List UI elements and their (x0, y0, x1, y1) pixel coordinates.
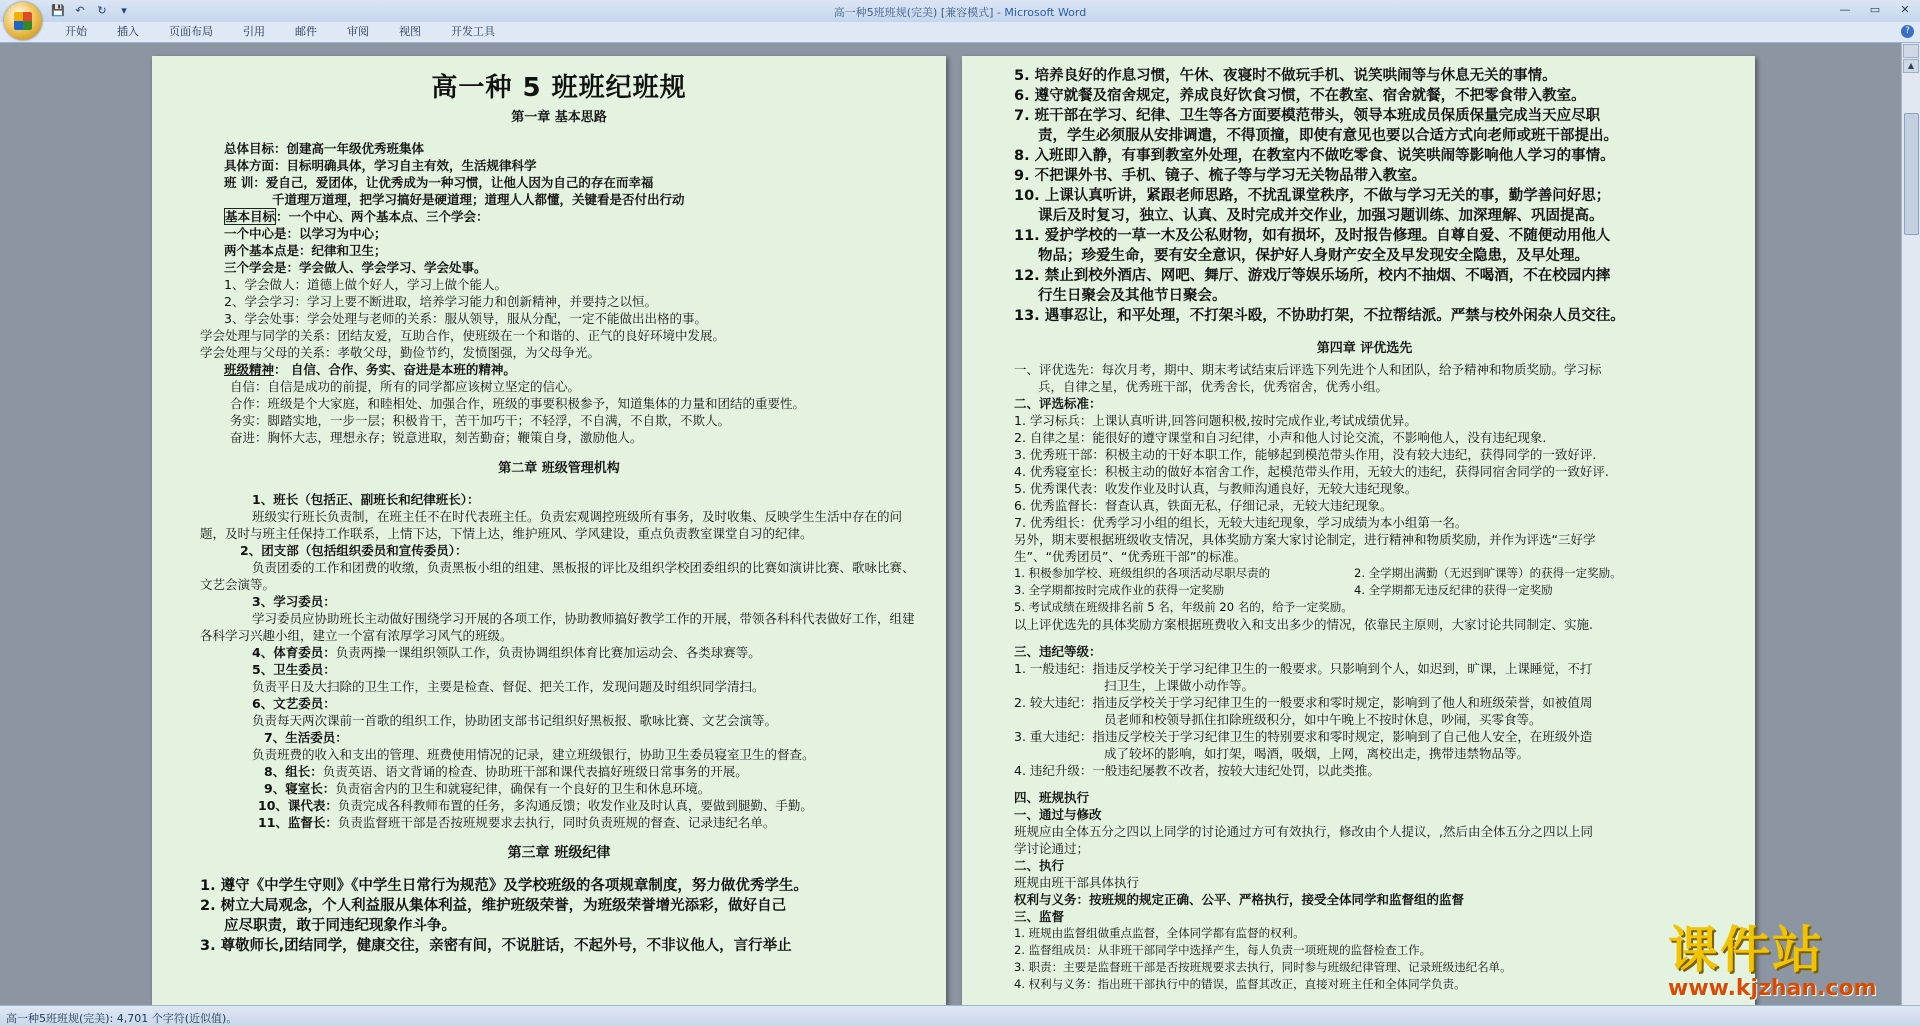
document-title: 高一种5班班规(完美) [兼容模式] - (833, 6, 1005, 19)
role-title: 2、团支部（包括组织委员和宣传委员）： (240, 543, 468, 558)
paragraph: 一、评优选先：每次月考，期中、期末考试结束后评选下列先进个人和团队，给予精神和物质奖励。学习标 (1014, 362, 1602, 377)
tab-insert[interactable]: 插入 (117, 25, 139, 38)
tab-home[interactable]: 开始 (65, 25, 87, 38)
tab-page-layout[interactable]: 页面布局 (169, 25, 213, 38)
office-button[interactable] (4, 2, 42, 40)
help-icon[interactable]: ? (1901, 25, 1914, 38)
maximize-button[interactable]: ▭ (1869, 3, 1881, 16)
paragraph: 另外，期末要根据班级收支情况，具体奖励方案大家讨论制定，进行精神和物质奖励，并作为评选“三好学 (1014, 532, 1596, 547)
role-title: 5、卫生委员： (252, 662, 336, 677)
paragraph (200, 644, 918, 661)
customize-qat-icon[interactable]: ▾ (121, 4, 127, 17)
rule-item: 11. 爱护学校的一草一木及公私财物，如有损坏，及时报告修理。自尊自爱、不随便动用他人 (1014, 228, 1611, 244)
rule-item: 课后及时复习，独立、认真、及时完成并交作业，加强习题训练、加深理解、巩固提高。 (1038, 208, 1604, 224)
section-heading: 二、评选标准： (1014, 396, 1102, 411)
paragraph: 负责每天两次课前一首歌的组织工作，协助团支部书记组织好黑板报、歌咏比赛、文艺会演等。 (252, 713, 778, 728)
paragraph: 千道理万道理，把学习搞好是硬道理；道理人人都懂，关键看是否付出行动 (272, 192, 685, 207)
paragraph-text: ： 自信、合作、务实、奋进是本班的精神。 (274, 362, 516, 377)
section-heading: 二、执行 (1014, 858, 1065, 873)
role-title: 10、课代表： (258, 798, 338, 813)
paragraph: 一个中心是：以学习为中心； (224, 226, 387, 241)
paragraph: 班规应由全体五分之四以上同学的讨论通过方可有效执行，修改由个人提议，,然后由全体五分之四以上同 (1014, 824, 1593, 839)
role-title: 8、组长： (264, 764, 323, 779)
window-controls (1830, 0, 1920, 20)
role-title: 3、学习委员： (252, 594, 336, 609)
document-workspace[interactable] (0, 43, 1920, 1005)
paragraph: 3. 职责：主要是监督班干部是否按班规要求去执行，同时参与班级纪律管理、记录班级违纪名单。 (1014, 960, 1512, 974)
paragraph: 负责班费的收入和支出的管理、班费使用情况的记录，建立班级银行，协助卫生委员寝室卫生的督查。 (252, 747, 815, 762)
tab-references[interactable]: 引用 (243, 25, 265, 38)
rule-item: 2. 树立大局观念，个人利益服从集体利益，维护班级荣誉，为班级荣誉增光添彩，做好自己 (200, 898, 787, 914)
paragraph-text: 4. 全学期都无违反纪律的获得一定奖励 (1354, 583, 1553, 597)
paragraph-text: 负责完成各科教师布置的任务，多沟通反馈；收发作业及时认真，要做到腿勤、手勤。 (337, 798, 813, 813)
paragraph: 班规由班干部具体执行 (1014, 875, 1140, 890)
vertical-scrollbar[interactable] (1901, 43, 1920, 1005)
rule-item: 10. 上课认真听讲，紧跟老师思路，不扰乱课堂秩序，不做与学习无关的事，勤学善问好思； (1014, 188, 1611, 204)
watermark-url: www.kjzhan.com (1668, 976, 1877, 1001)
paragraph: 以上评优选先的具体奖励方案根据班费收入和支出多少的情况，依靠民主原则，大家讨论共同制定、实施. (1014, 617, 1593, 632)
close-button[interactable]: ✕ (1900, 3, 1910, 16)
paragraph (200, 361, 918, 378)
paragraph: 学习委员应协助班长主动做好围绕学习开展的各项工作，协助教师搞好教学工作的开展，带领各科科代表做好工作，组建各科学习兴趣小组，建立一个富有浓厚学习风气的班级。 (200, 611, 915, 643)
paragraph-text: 1. 积极参加学校、班级组织的各项活动尽职尽责的 (1014, 566, 1271, 580)
paragraph: 扫卫生，上课做小动作等。 (1104, 678, 1255, 693)
paragraph: 6. 优秀监督长：督查认真，铁面无私，仔细记录，无较大违纪现象。 (1014, 498, 1393, 513)
role-title: 1、班长（包括正、副班长和纪律班长）： (252, 492, 480, 507)
paragraph: 学讨论通过； (1014, 841, 1090, 856)
underlined-label: 班级精神 (224, 362, 275, 377)
paragraph: 7. 优秀组长：优秀学习小组的组长，无较大违纪现象，学习成绩为本小组第一名。 (1014, 515, 1468, 530)
role-title: 7、生活委员： (264, 730, 348, 745)
paragraph: 具体方面：目标明确具体，学习自主有效，生活规律科学 (224, 158, 537, 173)
paragraph: 1. 一般违纪：指违反学校关于学习纪律卫生的一般要求。只影响到个人，如迟到，旷课，上课睡觉，不打 (1014, 661, 1593, 676)
status-text: 高一种5班班规(完美): 4,701 个字符(近似值)。 (6, 1012, 238, 1025)
document-page-left[interactable] (152, 56, 946, 1006)
paragraph (200, 763, 918, 780)
paragraph-text: 负责宿舍内的卫生和就寝纪律，确保有一个良好的卫生和休息环境。 (335, 781, 711, 796)
paragraph: 5. 考试成绩在班级排名前 5 名，年级前 20 名的，给予一定奖励。 (1014, 600, 1353, 614)
chapter-heading: 第二章 班级管理机构 (498, 461, 620, 476)
paragraph: 两个基本点是：纪律和卫生； (224, 243, 387, 258)
scroll-thumb[interactable] (1904, 113, 1919, 235)
chapter-heading: 第一章 基本思路 (511, 110, 607, 125)
paragraph-text: 2. 全学期出满勤（无迟到旷课等）的获得一定奖励。 (1354, 566, 1622, 580)
paragraph: 4. 优秀寝室长：积极主动的做好本宿舍工作，起模范带头作用，无较大的违纪，获得同宿舍同学的一致好评. (1014, 464, 1609, 479)
section-heading: 四、班规执行 (1014, 790, 1090, 805)
save-icon[interactable]: 💾 (51, 4, 65, 17)
ruler-toggle-icon[interactable] (1903, 44, 1919, 58)
paragraph: 学会处理与父母的关系：孝敬父母，勤俭节约，发愤图强，为父母争光。 (200, 345, 601, 360)
rule-item: 9. 不把课外书、手机、镜子、梳子等与学习无关物品带入教室。 (1014, 168, 1427, 184)
rule-item: 应尽职责，敢于同违纪现象作斗争。 (224, 918, 456, 934)
paragraph: 4. 权利与义务：指出班干部执行中的错误，监督其改正，直接对班主任和全体同学负责。 (1014, 977, 1466, 991)
rule-item: 6. 遵守就餐及宿舍规定，养成良好饮食习惯，不在教室、宿舍就餐，不把零食带入教室。 (1014, 88, 1586, 104)
office-logo-icon (14, 12, 32, 30)
paragraph: 奋进：胸怀大志，理想永存；锐意进取，刻苦勤奋；鞭策自身，激励他人。 (230, 430, 643, 445)
rule-item: 5. 培养良好的作息习惯，午休、夜寝时不做玩手机、说笑哄闹等与休息无关的事情。 (1014, 68, 1557, 84)
rule-item: 8. 入班即入静，有事到教室外处理，在教室内不做吃零食、说笑哄闹等影响他人学习的事情。 (1014, 148, 1615, 164)
rule-item: 责，学生必须服从安排调遣，不得顶撞，即使有意见也要以合适方式向老师或班干部提出。 (1038, 128, 1618, 144)
paragraph: 2. 自律之星：能很好的遵守课堂和自习纪律，小声和他人讨论交流，不影响他人，没有违纪现象. (1014, 430, 1547, 445)
paragraph: 2、学会学习：学习上要不断进取，培养学习能力和创新精神，并要持之以恒。 (224, 294, 657, 309)
role-title: 6、文艺委员： (252, 696, 336, 711)
chapter-heading: 第三章 班级纪律 (507, 845, 611, 861)
paragraph (200, 814, 918, 831)
role-title: 9、寝室长： (264, 781, 336, 796)
chapter-heading: 第四章 评优选先 (1316, 341, 1413, 356)
paragraph: 5. 优秀课代表：收发作业及时认真，与教师沟通良好，无较大违纪现象。 (1014, 481, 1418, 496)
minimize-button[interactable]: — (1839, 3, 1851, 16)
paragraph: 三个学会是：学会做人、学会学习、学会处事。 (224, 260, 487, 275)
paragraph-text: 负责英语、语文背诵的检查、协助班干部和课代表搞好班级日常事务的开展。 (322, 764, 748, 779)
paragraph: 生”、“优秀团员”、“优秀班干部”的标准。 (1014, 549, 1247, 564)
paragraph: 3、学会处事：学会处理与老师的关系：服从领导，服从分配，一定不能做出出格的事。 (224, 311, 707, 326)
rule-item: 1. 遵守《中学生守则》《中学生日常行为规范》及学校班级的各项规章制度，努力做优秀学生。 (200, 878, 808, 894)
rule-item: 13. 遇事忍让，和平处理，不打架斗殴，不协助打架，不拉帮结派。严禁与校外闲杂人员交往。 (1014, 308, 1625, 324)
paragraph-text: 3. 全学期都按时完成作业的获得一定奖励 (1014, 583, 1225, 597)
paragraph: 权利与义务：按班规的规定正确、公平、严格执行，接受全体同学和监督组的监督 (1014, 892, 1465, 907)
document-page-right[interactable] (962, 56, 1755, 1006)
paragraph: 1、学会做人：道德上做个好人，学习上做个能人。 (224, 277, 507, 292)
status-bar (0, 1005, 1920, 1026)
section-heading: 三、违纪等级： (1014, 644, 1102, 659)
rule-item: 行生日聚会及其他节日聚会。 (1038, 288, 1227, 304)
paragraph: 3. 重大违纪：指违反学校关于学习纪律卫生的特别要求和零时规定，影响到了自己他人安全，在班级外造 (1014, 729, 1593, 744)
paragraph: 2. 较大违纪：指违反学校关于学习纪律卫生的一般要求和零时规定，影响到了他人和班级荣誉，如被值周 (1014, 695, 1593, 710)
section-heading: 三、监督 (1014, 909, 1065, 924)
boxed-label: 基本目标 (225, 209, 276, 224)
rule-item: 7. 班干部在学习、纪律、卫生等各方面要模范带头，领导本班成员保质保量完成当天应尽职 (1014, 108, 1601, 124)
tab-developer[interactable]: 开发工具 (451, 25, 495, 38)
window-title (0, 4, 1920, 20)
paragraph-text: 负责两操一课组织领队工作，负责协调组织体育比赛加运动会、各类球赛等。 (335, 645, 761, 660)
tab-review[interactable]: 审阅 (347, 25, 369, 38)
paragraph: 班级实行班长负责制，在班主任不在时代表班主任。负责宏观调控班级所有事务，及时收集、反映学生生活中存在的问题，及时与班主任保持工作联系，上情下达，下情上达，维护班风、学风建设，重点负责教室课堂自习的纪律。 (200, 509, 903, 541)
paragraph: 自信：自信是成功的前提，所有的同学都应该树立坚定的信心。 (230, 379, 581, 394)
paragraph: 1. 班规由监督组做重点监督，全体同学都有监督的权利。 (1014, 926, 1305, 940)
section-heading: 一、通过与修改 (1014, 807, 1102, 822)
ribbon-tab-bar (0, 22, 1920, 43)
paragraph: 班 训：爱自己，爱团体，让优秀成为一种习惯，让他人因为自己的存在而幸福 (224, 175, 654, 190)
title-bar (0, 0, 1920, 22)
paragraph (200, 208, 918, 225)
paragraph (1014, 565, 1715, 582)
paragraph: 学会处理与同学的关系：团结友爱，互助合作，使班级在一个和谐的、正气的良好环境中发展。 (200, 328, 726, 343)
paragraph: 务实：脚踏实地，一步一层；积极肯干，苦干加巧干；不轻浮，不自满，不自欺，不欺人。 (230, 413, 731, 428)
app-name: Microsoft Word (1004, 6, 1087, 19)
paragraph: 负责团委的工作和团费的收缴，负责黑板小组的组建、黑板报的评比及组织学校团委组织的比赛如演讲比赛、歌咏比赛、文艺会演等。 (200, 560, 915, 592)
scroll-up-icon[interactable]: ▲ (1903, 59, 1919, 73)
role-title: 11、监督长： (258, 815, 338, 830)
rule-item: 物品；珍爱生命，要有安全意识，保护好人身财产安全及早发现安全隐患，及早处理。 (1038, 248, 1589, 264)
paragraph: 成了较坏的影响，如打架，喝酒，吸烟，上网，离校出走，携带违禁物品等。 (1104, 746, 1530, 761)
paragraph: 1. 学习标兵：上课认真听讲,回答问题积极,按时完成作业,考试成绩优异。 (1014, 413, 1417, 428)
tab-mailings[interactable]: 邮件 (295, 25, 317, 38)
paragraph: 总体目标：创建高一年级优秀班集体 (224, 141, 425, 156)
paragraph (200, 780, 918, 797)
rule-item: 3. 尊敬师长,团结同学，健康交往，亲密有间，不说脏话，不起外号，不非议他人，言行举止 (200, 938, 792, 954)
document-title-heading: 高一种 5 班班纪班规 (431, 73, 687, 103)
rule-item: 12. 禁止到校外酒店、网吧、舞厅、游戏厅等娱乐场所，校内不抽烟、不喝酒，不在校园内摔 (1014, 268, 1611, 284)
paragraph: 负责平日及大扫除的卫生工作，主要是检查、督促、把关工作，发现问题及时组织同学清扫。 (252, 679, 765, 694)
role-title: 4、体育委员： (252, 645, 336, 660)
paragraph (200, 797, 918, 814)
paragraph: 2. 监督组成员：从非班干部同学中选择产生，每人负责一项班规的监督检查工作。 (1014, 943, 1432, 957)
paragraph: 4. 违纪升级：一般违纪屡教不改者，按较大违纪处罚，以此类推。 (1014, 763, 1380, 778)
site-watermark (1668, 922, 1908, 1002)
tab-view[interactable]: 视图 (399, 25, 421, 38)
paragraph (1014, 582, 1715, 599)
undo-icon[interactable]: ↶ (75, 4, 85, 17)
paragraph: 员老师和校领导抓住扣除班级积分，如中午晚上不按时休息，吵闹，买零食等。 (1104, 712, 1542, 727)
paragraph-text: 负责监督班干部是否按班规要求去执行，同时负责班规的督查、记录违纪名单。 (337, 815, 776, 830)
paragraph: 合作：班级是个大家庭，和睦相处、加强合作，班级的事要积极参予，知道集体的力量和团结的重要性。 (230, 396, 806, 411)
paragraph: 3. 优秀班干部：积极主动的干好本职工作，能够起到模范带头作用，没有较大违纪，获得同学的一致好评. (1014, 447, 1597, 462)
redo-icon[interactable]: ↻ (97, 4, 107, 17)
paragraph-text: ：一个中心、两个基本点、三个学会： (276, 209, 489, 224)
paragraph: 兵，自律之星，优秀班干部，优秀舍长，优秀宿舍，优秀小组。 (1038, 379, 1389, 394)
watermark-logo-text: 课件站 (1668, 920, 1824, 979)
